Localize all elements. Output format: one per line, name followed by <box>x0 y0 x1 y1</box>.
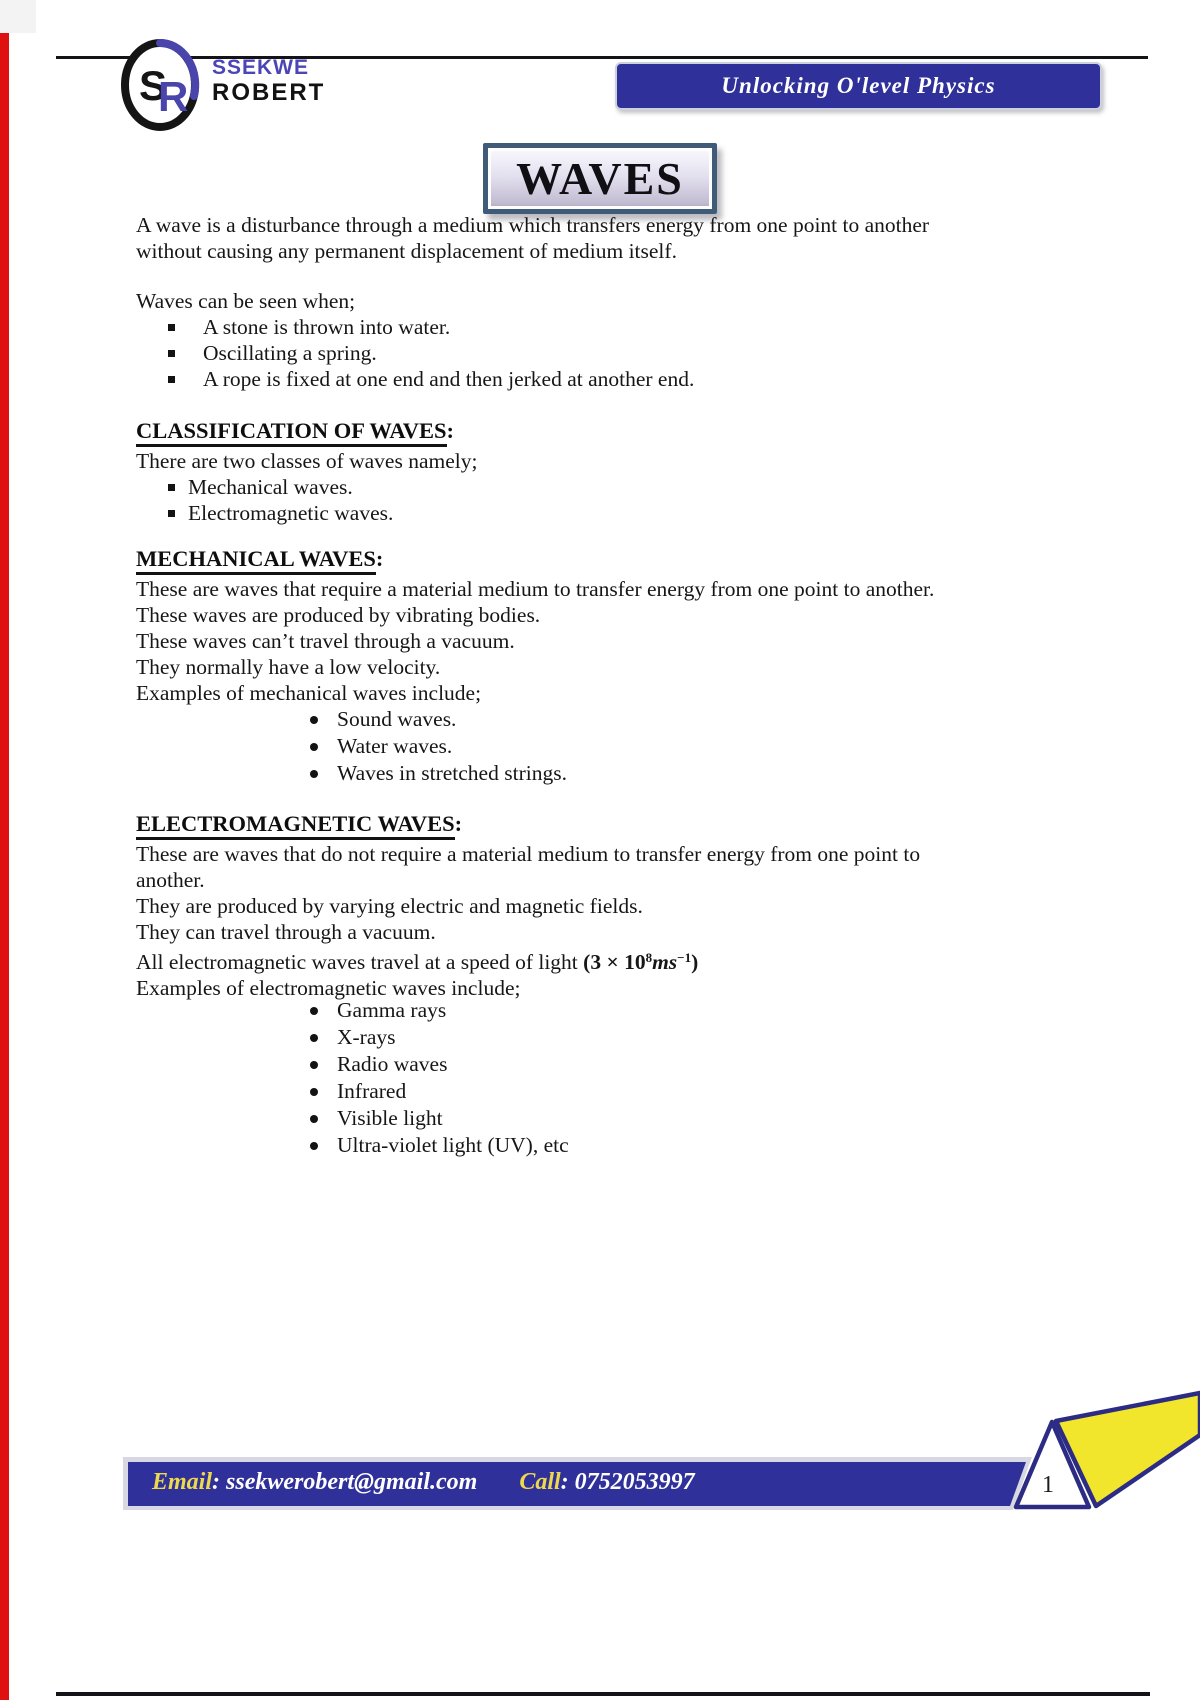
bullet-dot-icon <box>310 1034 318 1042</box>
electromagnetic-paragraph <box>136 841 920 1001</box>
footer-graphics <box>0 1380 1200 1520</box>
section-heading-classification <box>136 418 454 444</box>
logo-initial-r: R <box>158 73 189 120</box>
list-item-text: Electromagnetic waves. <box>188 501 394 525</box>
brand-logo <box>118 38 206 132</box>
mechanical-line: These are waves that require a material medium to transfer energy from one point to another. <box>136 577 935 601</box>
list-item-text: Infrared <box>337 1079 407 1103</box>
heading-colon: : <box>375 546 384 571</box>
electromagnetic-line: another. <box>136 868 205 892</box>
mechanical-examples-list <box>337 706 567 787</box>
seen-when-lead: Waves can be seen when; <box>136 289 356 313</box>
speed-prefix: All electromagnetic waves travel at a speed of light <box>136 950 584 974</box>
heading-text: CLASSIFICATION OF WAVES <box>136 418 447 447</box>
heading-colon: : <box>446 418 455 443</box>
list-item-text: Water waves. <box>337 734 453 758</box>
section-heading-mechanical <box>136 546 383 572</box>
list-item <box>337 1132 569 1159</box>
classification-list <box>188 474 393 526</box>
list-item-text: Ultra-violet light (UV), etc <box>337 1133 569 1157</box>
seen-when-list <box>203 314 694 392</box>
list-item-text: Radio waves <box>337 1052 448 1076</box>
brand-name-last: ROBERT <box>212 79 326 106</box>
mechanical-line: These waves can’t travel through a vacuum. <box>136 629 515 653</box>
bullet-dot-icon <box>310 1061 318 1069</box>
intro-line: without causing any permanent displacement of medium itself. <box>136 239 677 263</box>
list-item <box>203 314 694 340</box>
list-item-text: Visible light <box>337 1106 443 1130</box>
list-item-text: Mechanical waves. <box>188 475 353 499</box>
bullet-square-icon <box>168 350 175 357</box>
bullet-square-icon <box>168 324 175 331</box>
list-item <box>337 1051 569 1078</box>
list-item <box>188 474 393 500</box>
top-left-notch <box>0 0 36 33</box>
footer-email: Email: ssekwerobert@gmail.com <box>152 1469 478 1495</box>
bullet-dot-icon <box>310 770 318 778</box>
mechanical-line: They normally have a low velocity. <box>136 655 441 679</box>
electromagnetic-line: These are waves that do not require a material medium to transfer energy from one point to <box>136 842 921 866</box>
bullet-dot-icon <box>310 1142 318 1150</box>
bullet-dot-icon <box>310 1088 318 1096</box>
heading-text: MECHANICAL WAVES <box>136 546 376 575</box>
course-banner-label: Unlocking O'level Physics <box>721 73 996 98</box>
speed-of-light-line <box>136 945 920 975</box>
mechanical-examples-lead: Examples of mechanical waves include; <box>136 681 482 705</box>
bullet-dot-icon <box>310 1115 318 1123</box>
page-number: 1 <box>1042 1472 1054 1498</box>
list-item <box>337 706 567 733</box>
electromagnetic-line: They can travel through a vacuum. <box>136 920 436 944</box>
bullet-square-icon <box>168 376 175 383</box>
list-item-text: Waves in stretched strings. <box>337 761 567 785</box>
list-item <box>337 1078 569 1105</box>
section-heading-electromagnetic <box>136 811 462 837</box>
list-item-text: Oscillating a spring. <box>203 341 377 365</box>
list-item <box>337 760 567 787</box>
footer-divider-line <box>56 1692 1150 1696</box>
electromagnetic-examples-lead: Examples of electromagnetic waves include; <box>136 976 521 1000</box>
list-item <box>203 366 694 392</box>
page-title-box <box>483 143 717 214</box>
bullet-dot-icon <box>310 716 318 724</box>
list-item <box>188 500 393 526</box>
classification-lead: There are two classes of waves namely; <box>136 449 478 473</box>
list-item-text: Sound waves. <box>337 707 457 731</box>
intro-paragraph <box>136 212 929 264</box>
list-item-text: X-rays <box>337 1025 396 1049</box>
bullet-square-icon <box>168 484 175 491</box>
list-item <box>337 1105 569 1132</box>
mechanical-line: These waves are produced by vibrating bodies. <box>136 603 541 627</box>
heading-text: ELECTROMAGNETIC WAVES <box>136 811 455 840</box>
heading-colon: : <box>454 811 463 836</box>
footer-call: Call: 0752053997 <box>519 1469 695 1495</box>
bullet-dot-icon <box>310 1007 318 1015</box>
course-banner <box>615 62 1102 110</box>
list-item <box>337 997 569 1024</box>
speed-formula: $(3 \times 10^8ms^{-1})$ <box>583 950 699 974</box>
brand-name-first: SSEKWE <box>212 56 310 79</box>
bullet-square-icon <box>168 510 175 517</box>
list-item <box>337 733 567 760</box>
electromagnetic-line: They are produced by varying electric and magnetic fields. <box>136 894 643 918</box>
logo-initial-s: S <box>139 62 168 109</box>
list-item-text: A rope is fixed at one end and then jerked at another end. <box>203 367 695 391</box>
footer-contact-line <box>152 1469 695 1496</box>
list-item <box>337 1024 569 1051</box>
page-title: WAVES <box>516 153 684 204</box>
intro-line: A wave is a disturbance through a medium which transfers energy from one point to another <box>136 213 930 237</box>
bullet-dot-icon <box>310 743 318 751</box>
brand-logo-emblem <box>118 38 206 132</box>
mechanical-paragraph <box>136 576 934 706</box>
list-item-text: A stone is thrown into water. <box>203 315 451 339</box>
list-item-text: Gamma rays <box>337 998 447 1022</box>
list-item <box>203 340 694 366</box>
electromagnetic-examples-list <box>337 997 569 1159</box>
brand-name <box>212 56 325 106</box>
